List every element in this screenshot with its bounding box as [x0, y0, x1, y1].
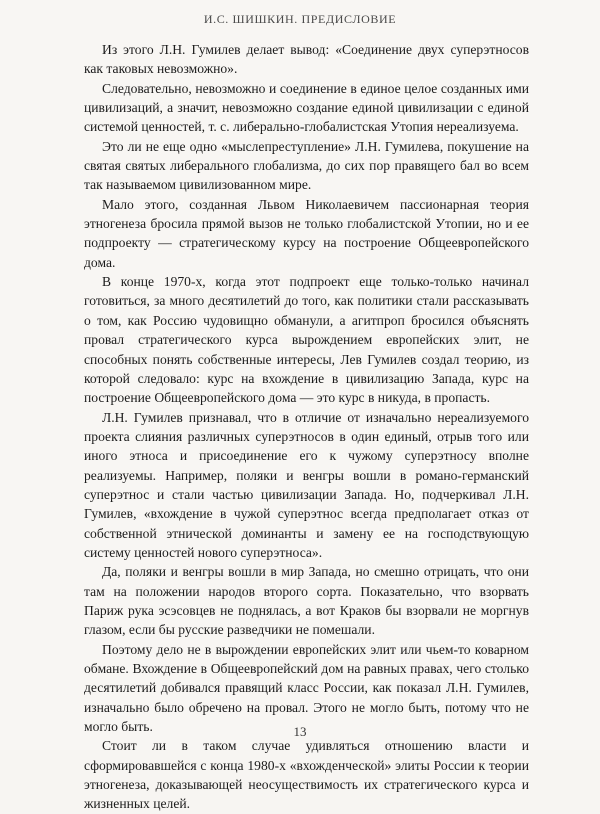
paragraph: В конце 1970-х, когда этот подпроект еще только-только начинал готовиться, за много десятилетий до того, как политики стали рассказывать о том, как Россию чудовищно обманули, а агитпроп бросился объяснять провал стратегического курса вырождением европейских элит, не способных понять собственные интересы, Лев Гумилев создал теорию, из которой следовало: курс на вхождение в цивилизацию Запада, курс на построение Общеевропейского дома — это курс в никуда, в пропасть.: [84, 274, 529, 406]
running-header: И.С. ШИШКИН. ПРЕДИСЛОВИЕ: [203, 12, 397, 26]
main-text: [84, 40, 529, 814]
paragraph: Да, поляки и венгры вошли в мир Запада, но смешно отрицать, что они там на положении народов второго сорта. Показательно, что взорвать Париж рука эсэсовцев не поднялась, а вот Краков бы взорвали не моргнув глазом, если бы русские разведчики не помешали.: [84, 564, 529, 638]
paragraph: Это ли не еще одно «мыслепреступление» Л.Н. Гумилева, покушение на святая святых либерального глобализма, до сих пор правящего бал во всем так называемом цивилизованном мире.: [84, 138, 529, 193]
paragraph: Следовательно, невозможно и соединение в единое целое созданных ими цивилизаций, а значит, невозможно создание единой цивилизации с единой системой ценностей, т. с. либерально-глобалистская Утопия нереализуема.: [84, 80, 529, 135]
paragraph: Из этого Л.Н. Гумилев делает вывод: «Соединение двух суперэтносов как таковых невозможно».: [84, 42, 529, 77]
paragraph: Мало этого, созданная Львом Николаевичем пассионарная теория этногенеза бросила прямой вызов не только глобалистской Утопии, но и ее подпроекту — стратегическому курсу на построение Общеевропейского дома.: [84, 196, 529, 270]
page-number: 13: [293, 724, 307, 739]
paragraph: Поэтому дело не в вырождении европейских элит или чьем-то коварном обмане. Вхождение в Общеевропейский дом на равных правах, чего столько десятилетий добивался правящий класс России, как показал Л.Н. Гумилев, изначально было обречено на провал. Этого не могло быть, потому что не могло быть.: [84, 641, 529, 735]
paragraph: Л.Н. Гумилев признавал, что в отличие от изначально нереализуемого проекта слияния различных суперэтносов в один единый, отрыв того или иного этноса и присоединение его к чужому суперэтносу вполне реализуемы. Например, поляки и венгры вошли в романо-германский суперэтнос и стали частью цивилизации Запада. Но, подчеркивал Л.Н. Гумилев, «вхождение в чужой суперэтнос всегда предполагает отказ от собственной этнической доминанты и замену ее на господствующую систему ценностей нового суперэтноса».: [84, 409, 529, 560]
paragraph: Стоит ли в таком случае удивляться отношению власти и сформировавшейся с конца 1980-х «вхожденческой» элиты России к теории этногенеза, доказывающей неосуществимость их стратегического курса и жизненных целей.: [84, 738, 529, 812]
